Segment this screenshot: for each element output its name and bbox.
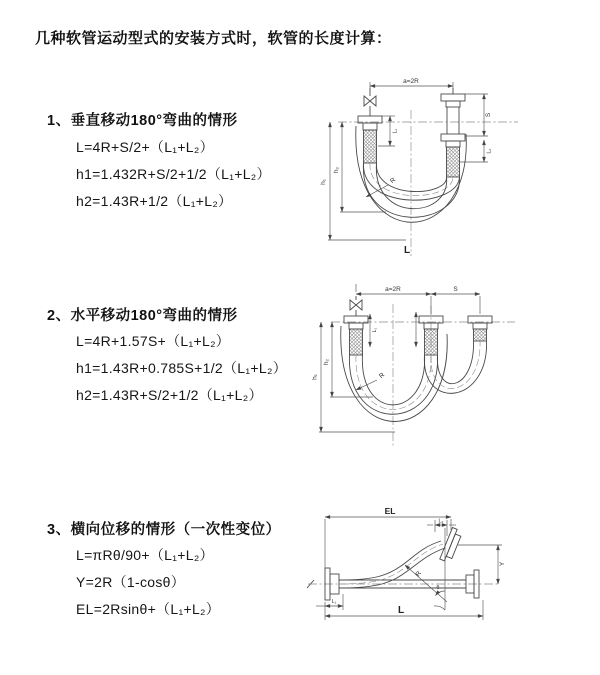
dim-label-el: EL bbox=[384, 506, 396, 516]
dimensions bbox=[312, 284, 481, 432]
dim-label-h1: h₁ bbox=[311, 374, 319, 380]
section-1-formula-h2: h2=1.43R+1/2（L₁+L₂） bbox=[76, 193, 233, 209]
hose-displaced-position bbox=[339, 541, 445, 588]
section-1-heading: 1、垂直移动180°弯曲的情形 bbox=[47, 113, 238, 129]
dim-label-l2: L₂ bbox=[438, 518, 444, 525]
left-pipe-fitting bbox=[358, 116, 382, 163]
dim-label-theta: θ bbox=[436, 585, 440, 591]
right-pipe-fitting bbox=[441, 88, 465, 177]
diagram-vertical-180-bend bbox=[308, 70, 600, 262]
diagram-horizontal-180-bend bbox=[303, 272, 600, 470]
section-1-formula-h1: h1=1.432R+S/2+1/2（L₁+L₂） bbox=[76, 166, 271, 182]
valve-icon bbox=[350, 296, 362, 316]
section-3-heading: 3、横向位移的情形（一次性变位） bbox=[47, 522, 281, 538]
dim-label-h2: h₂ bbox=[323, 358, 330, 366]
section-2-formula-h2: h2=1.43R+S/2+1/2（L₁+L₂） bbox=[76, 387, 263, 403]
page-title: 几种软管运动型式的安装方式时，软管的长度计算： bbox=[35, 30, 392, 47]
dim-label-l: L bbox=[403, 245, 411, 256]
section-2-formula-L: L=4R+1.57S+（L₁+L₂） bbox=[76, 333, 231, 349]
section-2-formula-h1: h1=1.43R+0.785S+1/2（L₁+L₂） bbox=[76, 360, 287, 376]
dim-label-l1: L₁ bbox=[331, 599, 337, 605]
dim-label-s: S bbox=[453, 286, 458, 293]
dim-label-l1: L₁ bbox=[372, 327, 378, 333]
dim-label-l1: L₁ bbox=[392, 128, 399, 134]
dimensions bbox=[320, 78, 493, 256]
dim-label-r: R bbox=[378, 371, 387, 381]
section-2-heading: 2、水平移动180°弯曲的情形 bbox=[47, 308, 238, 324]
section-3-formula-L: L=πRθ/90+（L₁+L₂） bbox=[76, 547, 214, 563]
section-1-formula-L: L=4R+S/2+（L₁+L₂） bbox=[76, 139, 214, 155]
dim-label-r: R bbox=[389, 176, 398, 186]
valve-icon bbox=[364, 88, 376, 116]
dim-label-l: L bbox=[397, 605, 405, 616]
dim-label-r: R bbox=[414, 570, 424, 579]
diagram-lateral-displacement bbox=[298, 498, 600, 653]
right-pipe-fitting bbox=[468, 316, 492, 341]
section-3-formula-Y: Y=2R（1-cosθ） bbox=[76, 574, 186, 590]
dim-label-h1: h₁ bbox=[320, 179, 327, 185]
dim-label-l2: L₂ bbox=[486, 148, 493, 154]
dim-label-h2: h₂ bbox=[333, 166, 340, 174]
section-3-formula-EL: EL=2Rsinθ+（L₁+L₂） bbox=[76, 601, 221, 617]
dim-label-a2r: a=2R bbox=[385, 286, 401, 293]
dim-label-y: Y bbox=[499, 561, 506, 567]
dim-label-s: S bbox=[485, 112, 492, 118]
dim-label-a2r: a=2R bbox=[403, 78, 419, 85]
